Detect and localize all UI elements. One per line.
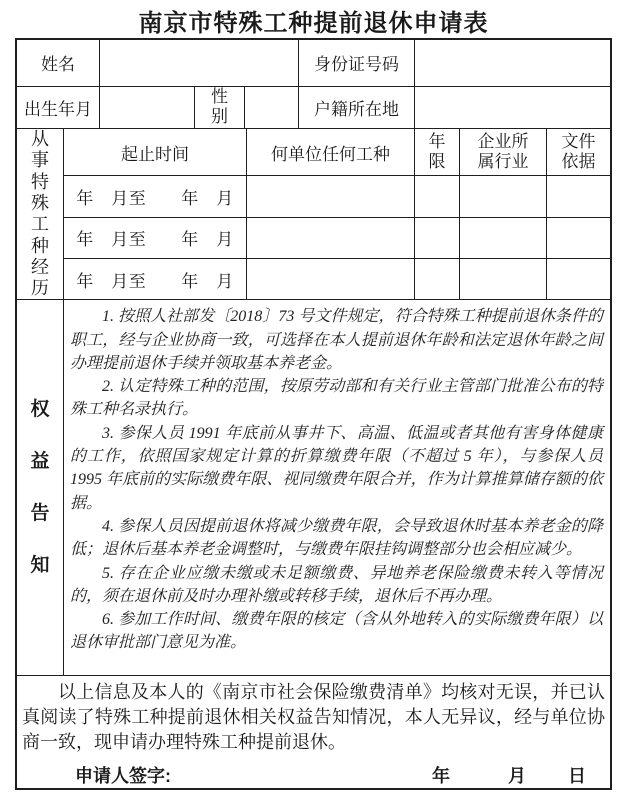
declaration-text: 以上信息及本人的《南京市社会保险缴费清单》均核对无误，并已认真阅读了特殊工种提前退休相关权益告知情况，本人无异议，经与单位协商一致，现申请办理特殊工种提前退休。 xyxy=(22,682,605,752)
declaration-section xyxy=(17,676,610,788)
row-name-id xyxy=(17,40,610,87)
applicant-signature-label: 申请人签字: xyxy=(75,766,171,786)
document-cell[interactable] xyxy=(547,259,610,299)
name-value-cell[interactable] xyxy=(100,40,299,86)
id-number-label: 身份证号码 xyxy=(299,40,415,86)
unit-worktype-cell[interactable] xyxy=(247,218,415,258)
rights-notice-body xyxy=(64,300,610,675)
experience-row xyxy=(64,218,610,259)
date-year-label: 年 xyxy=(432,766,450,786)
period-template-text: 年 月至 年 月 xyxy=(76,188,234,208)
signature-row xyxy=(17,762,610,788)
rights-notice-section xyxy=(17,300,610,676)
industry-cell[interactable] xyxy=(460,176,547,216)
gender-label xyxy=(195,87,245,129)
unit-worktype-cell[interactable] xyxy=(247,259,415,299)
industry-cell[interactable] xyxy=(460,218,547,258)
period-template-text: 年 月至 年 月 xyxy=(76,230,234,250)
date-month-label: 月 xyxy=(508,766,526,786)
column-header-document xyxy=(547,129,610,175)
experience-row xyxy=(64,176,610,217)
column-header-industry xyxy=(460,129,547,175)
document-cell[interactable] xyxy=(547,176,610,216)
gender-label-text: 性别 xyxy=(211,87,228,127)
years-cell[interactable] xyxy=(415,218,460,258)
birth-date-value-cell[interactable] xyxy=(100,87,195,129)
column-header-period: 起止时间 xyxy=(64,129,247,175)
experience-section-label xyxy=(17,129,64,299)
id-number-value-cell[interactable] xyxy=(415,40,610,86)
rights-notice-label-text: 权益告知 xyxy=(30,398,50,576)
industry-cell[interactable] xyxy=(460,259,547,299)
residence-value-cell[interactable] xyxy=(415,87,610,129)
column-header-document-text: 文件依据 xyxy=(561,131,596,172)
column-header-years-text: 年限 xyxy=(428,131,446,172)
experience-section xyxy=(17,129,610,300)
notice-paragraph-6: 6. 参加工作时间、缴费年限的核定（含从外地转入的实际缴费年限）以退休审批部门意见为准。 xyxy=(70,611,603,652)
experience-header-row xyxy=(64,129,610,176)
period-template-text: 年 月至 年 月 xyxy=(76,271,234,291)
experience-section-label-text: 从事特殊工种经历 xyxy=(31,129,49,299)
notice-paragraph-1: 1. 按照人社部发〔2018〕73 号文件规定，符合特殊工种提前退休条件的职工，经与企业协商一致，可选择在本人提前退休年龄和法定退休年龄之间办理提前退休手续并领取基本养老金。 xyxy=(70,308,603,372)
page-title: 南京市特殊工种提前退休申请表 xyxy=(138,10,489,37)
column-header-industry-text: 企业所属行业 xyxy=(477,131,529,172)
document-cell[interactable] xyxy=(547,218,610,258)
period-cell[interactable] xyxy=(64,259,247,299)
notice-paragraph-4: 4. 参保人员因提前退休将减少缴费年限，会导致退休时基本养老金的降低；退休后基本养老金调整时，与缴费年限挂钩调整部分也会相应减少。 xyxy=(70,517,603,559)
experience-table xyxy=(64,129,610,299)
row-birth-gender-residence xyxy=(17,87,610,130)
birth-date-label: 出生年月 xyxy=(17,87,100,129)
date-day-label: 日 xyxy=(568,766,586,786)
column-header-years xyxy=(415,129,460,175)
experience-row xyxy=(64,259,610,299)
unit-worktype-cell[interactable] xyxy=(247,176,415,216)
years-cell[interactable] xyxy=(415,259,460,299)
column-header-unit-worktype: 何单位任何工种 xyxy=(247,129,415,175)
notice-paragraph-3: 3. 参保人员 1991 年底前从事井下、高温、低温或者其他有害身体健康的工作，依照国家规定计算的折算缴费年限（不超过 5 年），与参保人员 1995 年底前的实际缴费年限、视同缴费年限合并，作为计算推算储存额的依据。 xyxy=(70,424,603,512)
notice-paragraph-2: 2. 认定特殊工种的范围，按原劳动部和有关行业主管部门批准公布的特殊工种名录执行。 xyxy=(70,378,603,419)
period-cell[interactable] xyxy=(64,218,247,258)
rights-notice-label xyxy=(17,300,64,675)
name-label: 姓名 xyxy=(17,40,100,86)
form-table xyxy=(15,38,612,790)
period-cell[interactable] xyxy=(64,176,247,216)
gender-value-cell[interactable] xyxy=(245,87,299,129)
residence-label: 户籍所在地 xyxy=(299,87,415,129)
notice-paragraph-5: 5. 存在企业应缴未缴或未足额缴费、异地养老保险缴费未转入等情况的，须在退休前及时办理补缴或转移手续，退休后不再办理。 xyxy=(70,564,603,605)
years-cell[interactable] xyxy=(415,176,460,216)
